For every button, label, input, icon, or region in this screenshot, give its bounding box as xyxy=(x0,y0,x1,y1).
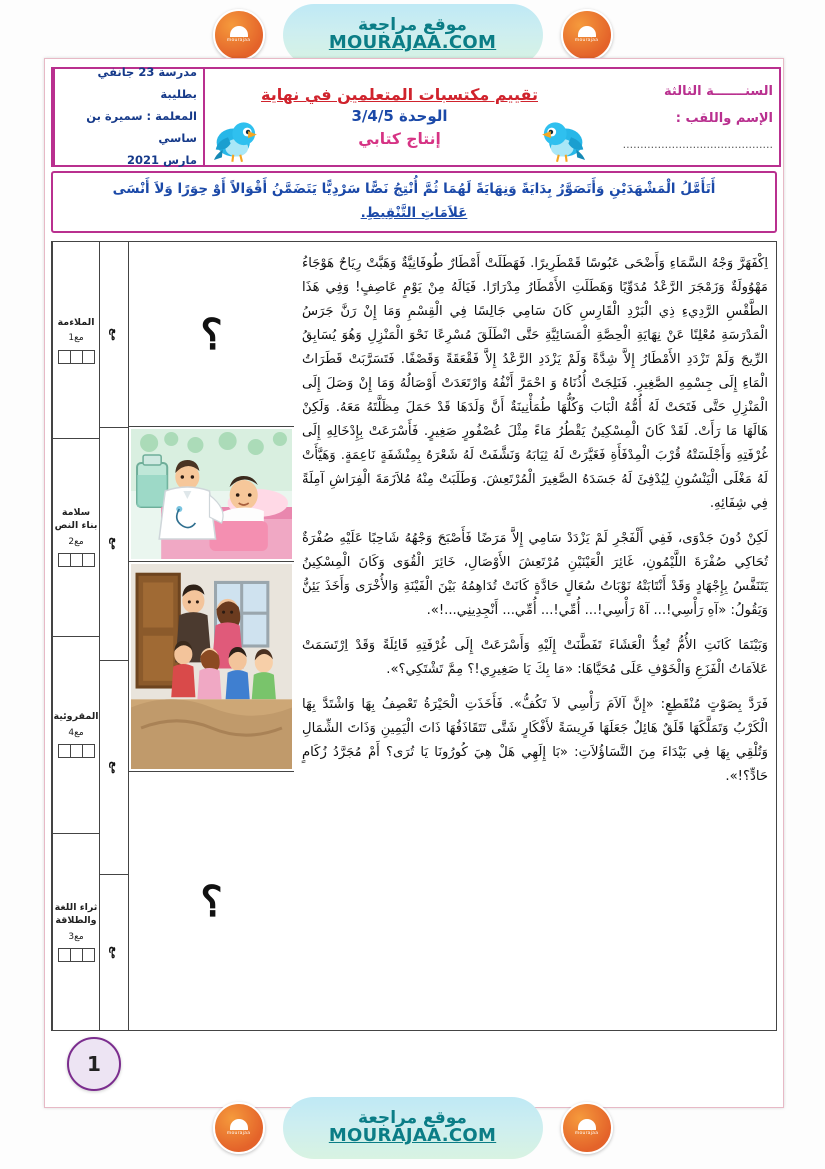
watermark-top xyxy=(0,4,825,66)
doctor-examining-child-illustration xyxy=(131,429,292,559)
header-student-block xyxy=(594,69,779,165)
school-name: مدرسة 23 جانفي بطليبة xyxy=(97,65,197,102)
criterion-row-1 xyxy=(53,242,99,439)
student-name-line[interactable]: ........................................... xyxy=(622,137,773,151)
watermark-pill-top xyxy=(283,4,543,66)
mourajaa-badge-bottom-left: mourajaa xyxy=(561,1102,613,1154)
text-paragraph-4: فَرَدَّ بِصَوْتٍ مُنْقَطِعٍ: «إِنَّ آلاَمَ رَأْسِي لاَ تَكُفُّ». فَأَخَذَتِ الْحَيْرَةُ تَعْصِفُ بِهَا وَاشْتَدَّ بِهَا الْكَرْبُ وَتَمَلَّكَهَا قَلَقٌ هَائِلٌ جَعَلَهَا فَرِيسَةً لأَفْكَارٍ شَتَّى تَتَقَاذَفُهَا ذَاتَ الْيَمِينِ وَذَاتَ الشِّمَالِ وَتُلْقِي بِهَا فِي بَيْدَاءَ مِنَ التَّسَاؤُلاَتِ: «بَا إِلَهِي هَلْ هِيَ كُورُونَا يَا تُرَى؟ أَمْ مُجَرَّدُ زُكَامٍ حَادٍّ؟!». xyxy=(302,697,768,785)
criterion-score-boxes-3[interactable] xyxy=(58,744,95,758)
worksheet-header xyxy=(51,67,781,167)
criterion-code-2: مع2 xyxy=(68,537,84,548)
text-paragraph-1: اِكْفَهَرَّ وَجْهُ السَّمَاءِ وَأَضْحَى عَبُوسًا قَمْطَرِيرًا. فَهَطَلَتْ أَمْطَارٌ طُوفَانِيَّةٌ وَهَبَّتْ رِيَاحٌ هَوْجَاءُ مَهْوُولَةٌ وَزَمْجَرَ الرَّعْدُ مُدَوِّيًا وَهَطَلَتِ الأَمْطَارُ مِدْرَارًا. فَيَالَهُ مِنْ يَوْمٍ عَاصِفٍ! وَفِي هَذَا الطَّقْسِ الرَّدِيءِ ذِي الْبَرْدِ الْقَارِسِ كَانَ سَامِي جَالِسًا فِي الْقِسْمِ وَمَا إِنْ رَنَّ جَرَسُ الْمَدْرَسَةِ مُعْلِنًا عَنْ نِهَايَةِ الْحِصَّةِ الْمَسَائِيَّةِ حَتَّى انْطَلَقَ مُسْرِعًا نَحْوَ الْمَنْزِلِ وَهُوَ يُسَابِقُ الرِّيحَ وَلَمْ تَزْدَدِ الأَمْطَارُ إِلاَّ شِدَّةً وَلَمْ يَزْدَدِ الرَّعْدُ إِلاَّ فَقْعَقَةً وَقَصْفًا. فَتَسَرَّبَتْ قَطَرَاتُ الْمَاءِ إِلَى جِسْمِهِ الصَّغِيرِ. فَنَلِجَتْ أُذُنَاهُ وَ احْمَرَّ أَنْفُهُ وَارْتَعَدَتْ أَوْصَالُهُ وَمَا إِنْ وَصَلَ إِلَى الْمَنْزِلِ حَتَّى فَتَحَتْ لَهُ أُمُّهُ الْبَابَ وَكُلُّهَا طُمَأْنِينَةٌ أَنَّ وَلَدَهَا قَدْ حَمَلَ مِظَلَّتَهُ مَعَهُ. وَلَكِنْ هَالَهَا مَا رَأَتْ. لَقَدْ كَانَ الْمِسْكِينُ يَقْطُرُ مَاءً مِثْلَ عُصْفُورٍ صَغِيرٍ. فَأَسْرَعَتْ بِإِدْخَالِهِ إِلَى غُرْفَتِهِ وَأَجْلَسَتْهُ قُرْبَ الْمِدْفَأَةِ فَغَيَّرَتْ لَهُ ثِيَابَهُ وَنَشَّفَتْ لَهُ شَعْرَهُ بِمِنْشَفَةٍ نَاعِمَةٍ. وَهَيَّأَتْ لَهُ مَغْلَى الْيَنْسُونِ لِيُدْفِئَ لَهُ جَسَدَهُ الصَّغِيرَ الْمُرْتَعِشَ. وَطَلَبَتْ مِنْهُ مُلاَزَمَةَ الْفِرَاشِ آمِلَةً فِي شِفَائِهِ. xyxy=(302,256,768,512)
image-cell-4 xyxy=(129,772,294,1030)
family-in-room-illustration xyxy=(131,564,292,769)
illustrations-column xyxy=(128,242,294,1030)
scale-text-1: مع xyxy=(108,327,120,342)
watermark-bottom xyxy=(0,1097,825,1159)
instruction-box xyxy=(51,171,777,233)
mourajaa-badge-bottom-right: mourajaa xyxy=(213,1102,265,1154)
scale-text-2: مع xyxy=(108,537,120,551)
page-number-badge: 1 xyxy=(67,1037,121,1091)
instruction-line-1: أَتَأَمَّلُ الْمَشْهَدَيْنِ وَأَتَصَوَّرُ بِدَايَةً وَنِهَايَةً لَهُمَا ثُمَّ أُنْتِجُ نَصًّا سَرْدِيًّا يَتَضَمَّنُ أَقْوَالاً أَوْ حِوَرًا وَلاَ أَنْسَى xyxy=(112,181,716,198)
scale-cell-1 xyxy=(100,242,128,428)
criterion-score-boxes-4[interactable] xyxy=(58,948,95,962)
bird-icon-left xyxy=(207,111,263,167)
teacher-name: المعلمة : سميرة بن ساسي xyxy=(86,109,197,145)
class-level: السنـــــــة الثالثة xyxy=(664,84,773,100)
criterion-label-4: ثراء اللغة والطلاقة xyxy=(54,901,98,926)
criterion-row-3 xyxy=(53,637,99,834)
image-cell-3 xyxy=(129,562,294,772)
text-paragraph-2: لَكِنْ دُونَ جَدْوَى، فَفِي أَلْفَجْرِ لَمْ يَزْدَدْ سَامِي إِلاَّ مَرَضًا فَأَصْبَحَ وَجْهُهُ شَاحِبًا عَلَيْهِ صُفْرَةٌ تُحَاكِي صُفْرَةَ اللَّيْمُونِ، غَائِرَ الْعَيْنَيْنِ مُرْتَعِشَ الأَوْصَالِ، خَائِرَ الْقُوَى وَكَانَ الْمِسْكِينُ يَتَنَفَّسُ بِإِجْهَادٍ وَقَدْ أَنْتَابَتْهُ نَوْبَاتُ سُعَالٍ حَادَّةٍ كَانَتْ تُدَاهِمُهُ بَيْنَ الْفَيْنَةِ وَالأُخْرَى وَأَخَذَ يَئِنُّ وَيَقُولُ: «آهِ رَأْسِي!... آهْ رَأْسِي!... أُمِّي!... أُمِّي... أَنْجِدِينِي...!». xyxy=(302,531,768,619)
mourajaa-badge-left: mourajaa xyxy=(561,9,613,61)
scale-text-3: مع xyxy=(108,760,120,775)
criterion-score-boxes-1[interactable] xyxy=(58,350,95,364)
bird-icon-right xyxy=(536,111,592,167)
watermark-line1: موقع مراجعة xyxy=(358,14,467,35)
criteria-column xyxy=(52,242,99,1030)
worksheet-sheet xyxy=(44,58,784,1108)
scale-cell-2 xyxy=(100,428,128,661)
criterion-row-4 xyxy=(53,834,99,1030)
student-name-label[interactable]: الإسم واللقب : xyxy=(675,111,773,127)
criterion-label-3: المقروئية xyxy=(53,711,99,723)
text-paragraph-3: وَبَيْنَمَا كَانَتِ الأُمُّ تُعِدُّ الْعَشَاءَ تَفَطَّنَتْ إِلَيْهِ وَأَسْرَعَتْ إِلَى غُرْفَتِهِ قَائِلَةً وَقَدْ اِرْتَسَمَتْ عَلاَمَاتُ الْفَزَعِ وَالْخَوْفِ عَلَى مُحَيَّاهَا: «مَا بِكَ يَا صَغِيرِي!؟ مِمَّ تَشْتَكِي؟». xyxy=(302,638,768,678)
header-title-block xyxy=(203,69,594,165)
criterion-label-1: الملاءمة xyxy=(57,316,95,328)
watermark-line2: MOURAJAA.COM xyxy=(328,32,497,54)
watermark-bottom-line1: موقع مراجعة xyxy=(358,1107,467,1128)
question-mark-placeholder-bottom: ؟ xyxy=(200,876,223,926)
watermark-bottom-line2: MOURAJAA.COM xyxy=(328,1125,497,1147)
image-cell-2 xyxy=(129,427,294,562)
criterion-code-3: مع4 xyxy=(68,727,84,738)
scale-column xyxy=(99,242,128,1030)
criterion-label-2: سلامة بناء النص xyxy=(54,507,98,532)
mourajaa-badge-right: mourajaa xyxy=(213,9,265,61)
image-cell-1 xyxy=(129,242,294,427)
assessment-grid xyxy=(51,241,777,1031)
scale-cell-3 xyxy=(100,661,128,875)
header-school-block xyxy=(53,65,203,167)
assessment-title: تقييم مكتسبات المتعلمين في نهاية xyxy=(261,85,538,105)
scale-cell-4 xyxy=(100,875,128,1030)
header-date: مارس 2021 xyxy=(127,152,197,167)
criterion-code-4: مع3 xyxy=(68,931,84,942)
criterion-score-boxes-2[interactable] xyxy=(58,553,95,567)
watermark-pill-bottom xyxy=(283,1097,543,1159)
criterion-code-1: مع1 xyxy=(68,333,84,344)
instruction-line-2: عَلاَمَاتِ التَّنْقِيطِ. xyxy=(360,205,468,221)
student-text-area[interactable] xyxy=(294,242,776,1030)
unit-label: الوحدة 3/4/5 xyxy=(351,107,448,126)
scale-text-4: مع xyxy=(108,945,120,960)
subject-label: إنتاج كتابي xyxy=(358,130,441,149)
criterion-row-2 xyxy=(53,439,99,636)
question-mark-placeholder-top: ؟ xyxy=(200,309,223,359)
